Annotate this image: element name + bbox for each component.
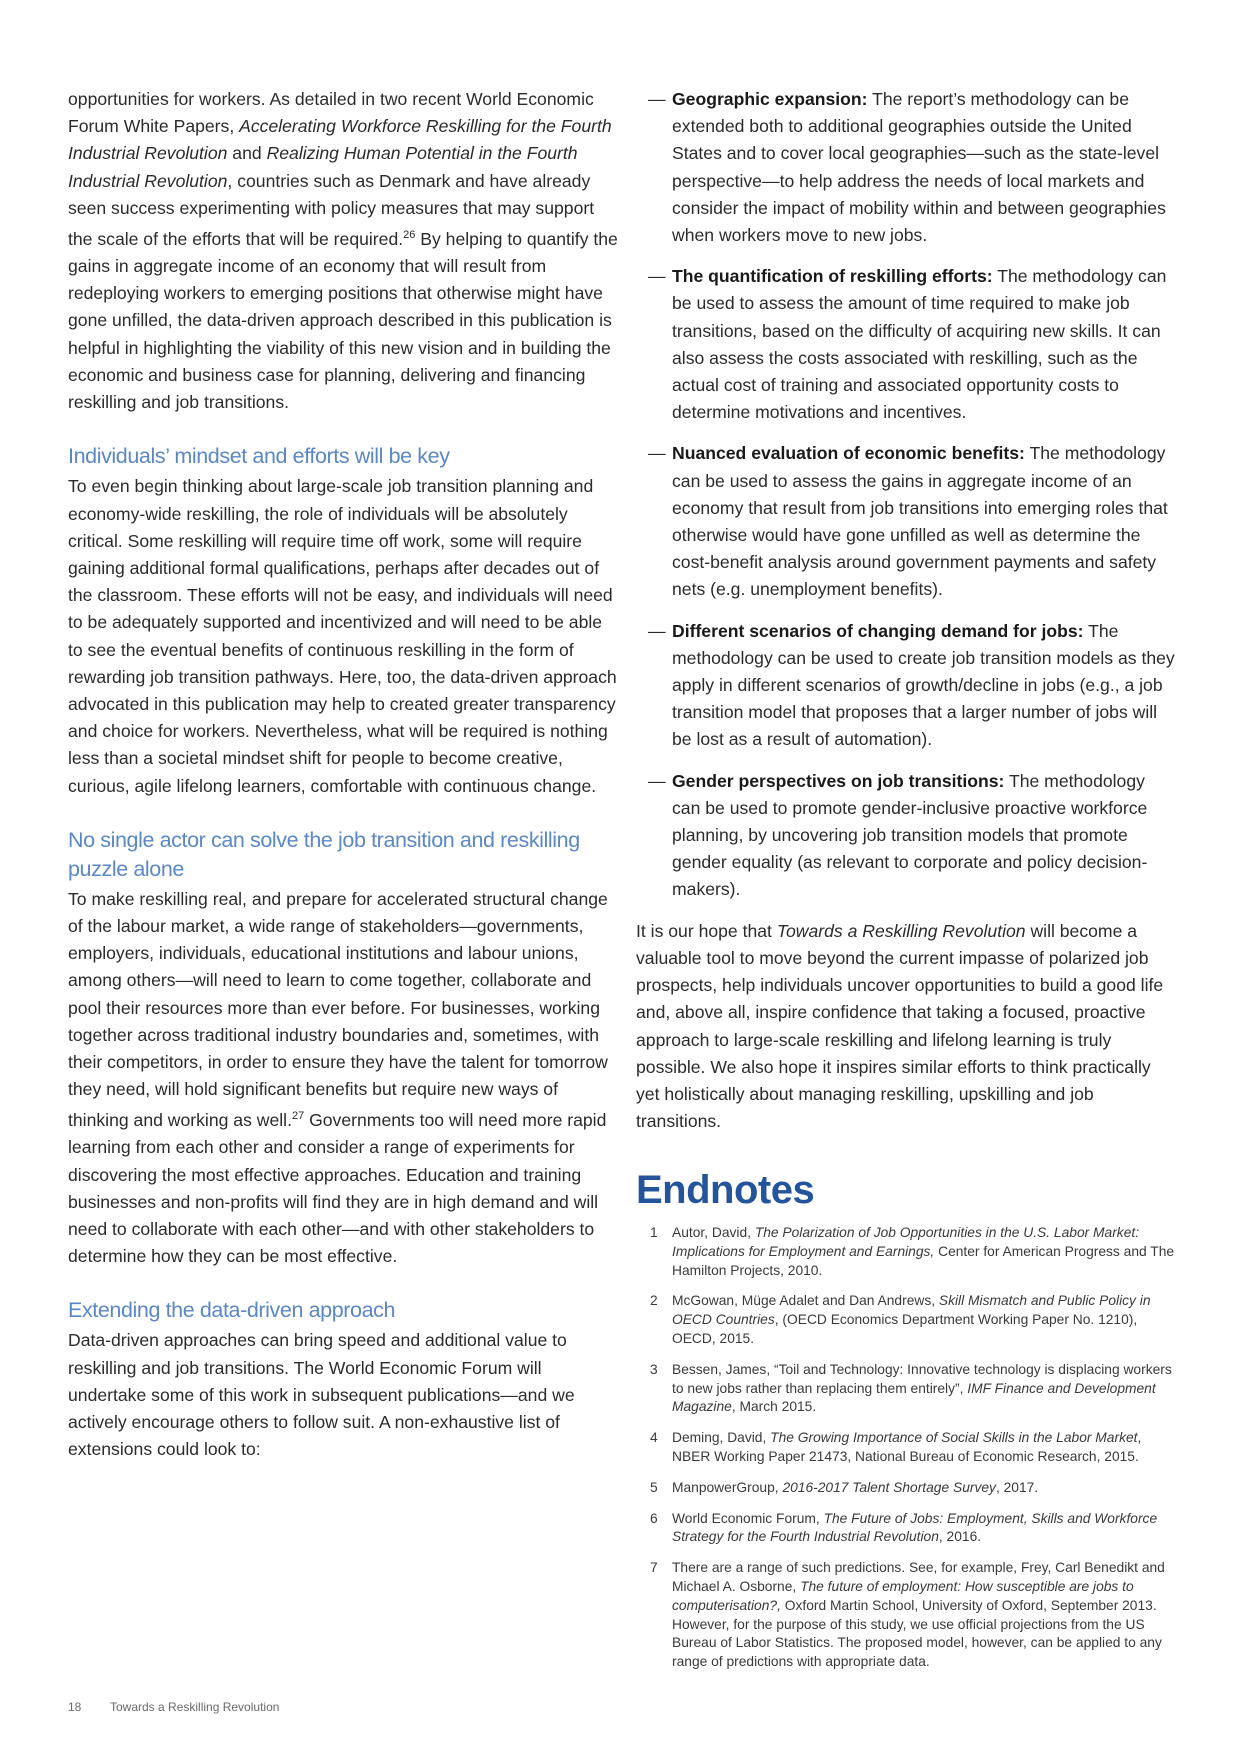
endnote-number: 1	[650, 1225, 658, 1240]
footnote-ref: 26	[403, 229, 416, 242]
paragraph-no-single-actor: To make reskilling real, and prepare for accelerated structural change of the labour market, a wide range of stakeholders—governments, employers, individuals, educational institutions and labour unions, among others—will need to learn to come together, collaborate and pool their resources more than ever before. For businesses, working together across traditional industry boundaries and, sometimes, with their competitors, in order to ensure they have the talent for tomorrow they need, will hold significant benefits but require new ways of thinking and working as well.$^{27}$ Governments too will need more rapid learning from each other and consider a range of experiments for discovering the most effective approaches. Education and training businesses and non-profits will find they are in high demand and will need to collaborate with each other—and with other stakeholders to determine how they can be most effective.	[68, 888, 608, 1267]
endnote-item: 7 There are a range of such predictions. See, for example, Frey, Carl Benedikt and Michael A. Osborne, The future of employment: How susceptible are jobs to computerisation?, Oxford Martin School, University of Oxford, September 2013. However, for the purpose of this study, we use official projections from the US Bureau of Labor Statistics. The proposed model, however, can be applied to any range of predictions with appropriate data.	[650, 1560, 1165, 1670]
left-column	[68, 86, 620, 1463]
page-footer	[68, 1700, 279, 1714]
endnote-item: 6 World Economic Forum, The Future of Jobs: Employment, Skills and Workforce Strategy for the Fourth Industrial Revolution, 2016.	[650, 1510, 1158, 1545]
endnote-number: 3	[650, 1361, 658, 1377]
dash-bullet: —	[648, 443, 666, 464]
footnote-ref: 27	[291, 1110, 305, 1123]
section-heading-extending: Extending the data-driven approach	[68, 1298, 396, 1323]
endnote-number: 4	[650, 1430, 658, 1446]
endnote-number: 5	[650, 1479, 658, 1495]
endnotes-list	[636, 1224, 1180, 1684]
section-heading-individuals: Individuals’ mindset and efforts will be key	[68, 444, 450, 469]
dash-bullet: —	[648, 620, 666, 641]
page-number: 18	[68, 1700, 82, 1714]
endnote-number: 6	[650, 1510, 658, 1526]
paragraph-individuals: To even begin thinking about large-scale job transition planning and economy-wide reskilling, the role of individuals will be absolutely critical. Some reskilling will require time off work, some will require gaining additional formal qualifications, perhaps after decades out of the classroom. These efforts will not be easy, and individuals will need to be adequately supported and incentivized and will need to be able to see the eventual benefits of continuous reskilling in the form of rewarding job transition pathways. Here, too, the data-driven approach advocated in this publication may help to created greater transparency and choice for workers. Nevertheless, what will be required is nothing less than a societal mindset shift for people to become creative, curious, agile lifelong learners, comfortable with continuous change.	[68, 476, 617, 796]
list-item: — The quantification of reskilling efforts: The methodology can be used to assess the amount of time required to make job transitions, based on the difficulty of acquiring new skills. It can also assess the costs associated with reskilling, such as the actual cost of training and associated opportunity costs to determine motivations and incentives.	[636, 263, 1176, 426]
cited-paper-title: Realizing Human Potential in the Fourth Industrial Revolution	[68, 143, 578, 191]
endnote-item: 3 Bessen, James, “Toil and Technology: Innovative technology is displacing workers to new jobs rather than replacing them entirely”, IMF Finance and Development Magazine, March 2015.	[650, 1361, 1172, 1415]
paragraph-closing: It is our hope that Towards a Reskilling Revolution will become a valuable tool to move beyond the current impasse of polarized job prospects, help individuals uncover opportunities to build a good life and, above all, inspire confidence that taking a focused, proactive approach to large-scale reskilling and lifelong learning is truly possible. We also hope it inspires similar efforts to think practically yet holistically about managing reskilling, upskilling and job transitions.	[636, 920, 1164, 1132]
dash-bullet: —	[648, 89, 666, 109]
endnote-number: 7	[650, 1560, 658, 1576]
dash-bullet: —	[648, 770, 666, 791]
report-title: Towards a Reskilling Revolution	[776, 920, 1026, 941]
list-item: — Different scenarios of changing demand for jobs: The methodology can be used to create job transition models as they apply in different scenarios of growth/decline in jobs (e.g., a job transition model that proposes that a larger number of jobs will be lost as a result of automation).	[636, 618, 1176, 754]
dash-bullet: —	[648, 266, 666, 287]
endnotes-heading: Endnotes	[636, 1168, 815, 1212]
cited-paper-title: Accelerating Workforce Reskilling for the Fourth Industrial Revolution	[68, 116, 612, 164]
footer-title: Towards a Reskilling Revolution	[110, 1700, 280, 1714]
paragraph-extending: Data-driven approaches can bring speed and additional value to reskilling and job transitions. The World Economic Forum will undertake some of this work in subsequent publications—and we actively encourage others to follow suit. A non-exhaustive list of extensions could look to:	[68, 1330, 575, 1460]
list-item: — Gender perspectives on job transitions: The methodology can be used to promote gender-inclusive proactive workforce planning, by uncovering job transition models that promote gender equality (as relevant to corporate and policy decision-makers).	[636, 768, 1176, 904]
endnote-number: 2	[650, 1293, 658, 1309]
endnote-item: 2 McGowan, Müge Adalet and Dan Andrews, Skill Mismatch and Public Policy in OECD Countries, (OECD Economics Department Working Paper No. 1210), OECD, 2015.	[650, 1293, 1151, 1346]
list-item: — Nuanced evaluation of economic benefits: The methodology can be used to assess the gains in aggregate income of an economy that result from job transitions into emerging roles that otherwise would have gone unfilled as well as determine the cost-benefit analysis around government payments and safety nets (e.g. unemployment benefits).	[636, 440, 1176, 603]
list-item: — Geographic expansion: The report’s methodology can be extended both to additional geographies outside the United States and to cover local geographies—such as the state-level perspective—to help address the needs of local markets and consider the impact of mobility within and between geographies when workers move to new jobs.	[636, 86, 1176, 249]
section-heading-no-single-actor: No single actor can solve the job transition and reskilling puzzle alone	[68, 827, 580, 881]
endnote-item: 1 Autor, David, The Polarization of Job Opportunities in the U.S. Labor Market: Implications for Employment and Earnings, Center for American Progress and The Hamilton Projects, 2010.	[650, 1225, 1175, 1278]
endnote-item: 5 ManpowerGroup, 2016-2017 Talent Shortage Survey, 2017.	[636, 1479, 1180, 1498]
right-column	[636, 86, 1176, 1135]
endnote-item: 4 Deming, David, The Growing Importance of Social Skills in the Labor Market, NBER Working Paper 21473, National Bureau of Economic Research, 2015.	[650, 1430, 1142, 1464]
paragraph-intro: opportunities for workers. As detailed in two recent World Economic Forum White Papers, Accelerating Workforce Reskilling for the Fourth Industrial Revolution and Realizing Human Potential in the Fourth Industrial Revolution, countries such as Denmark and have already seen success experimenting with policy measures that may support the scale of the efforts that will be required.$^{26}$ By helping to quantify the gains in aggregate income of an economy that will result from redeploying workers to emerging positions that otherwise might have gone unfilled, the data-driven approach described in this publication is helpful in highlighting the viability of this new vision and in building the economic and business case for planning, delivering and financing reskilling and job transitions.	[68, 89, 618, 413]
